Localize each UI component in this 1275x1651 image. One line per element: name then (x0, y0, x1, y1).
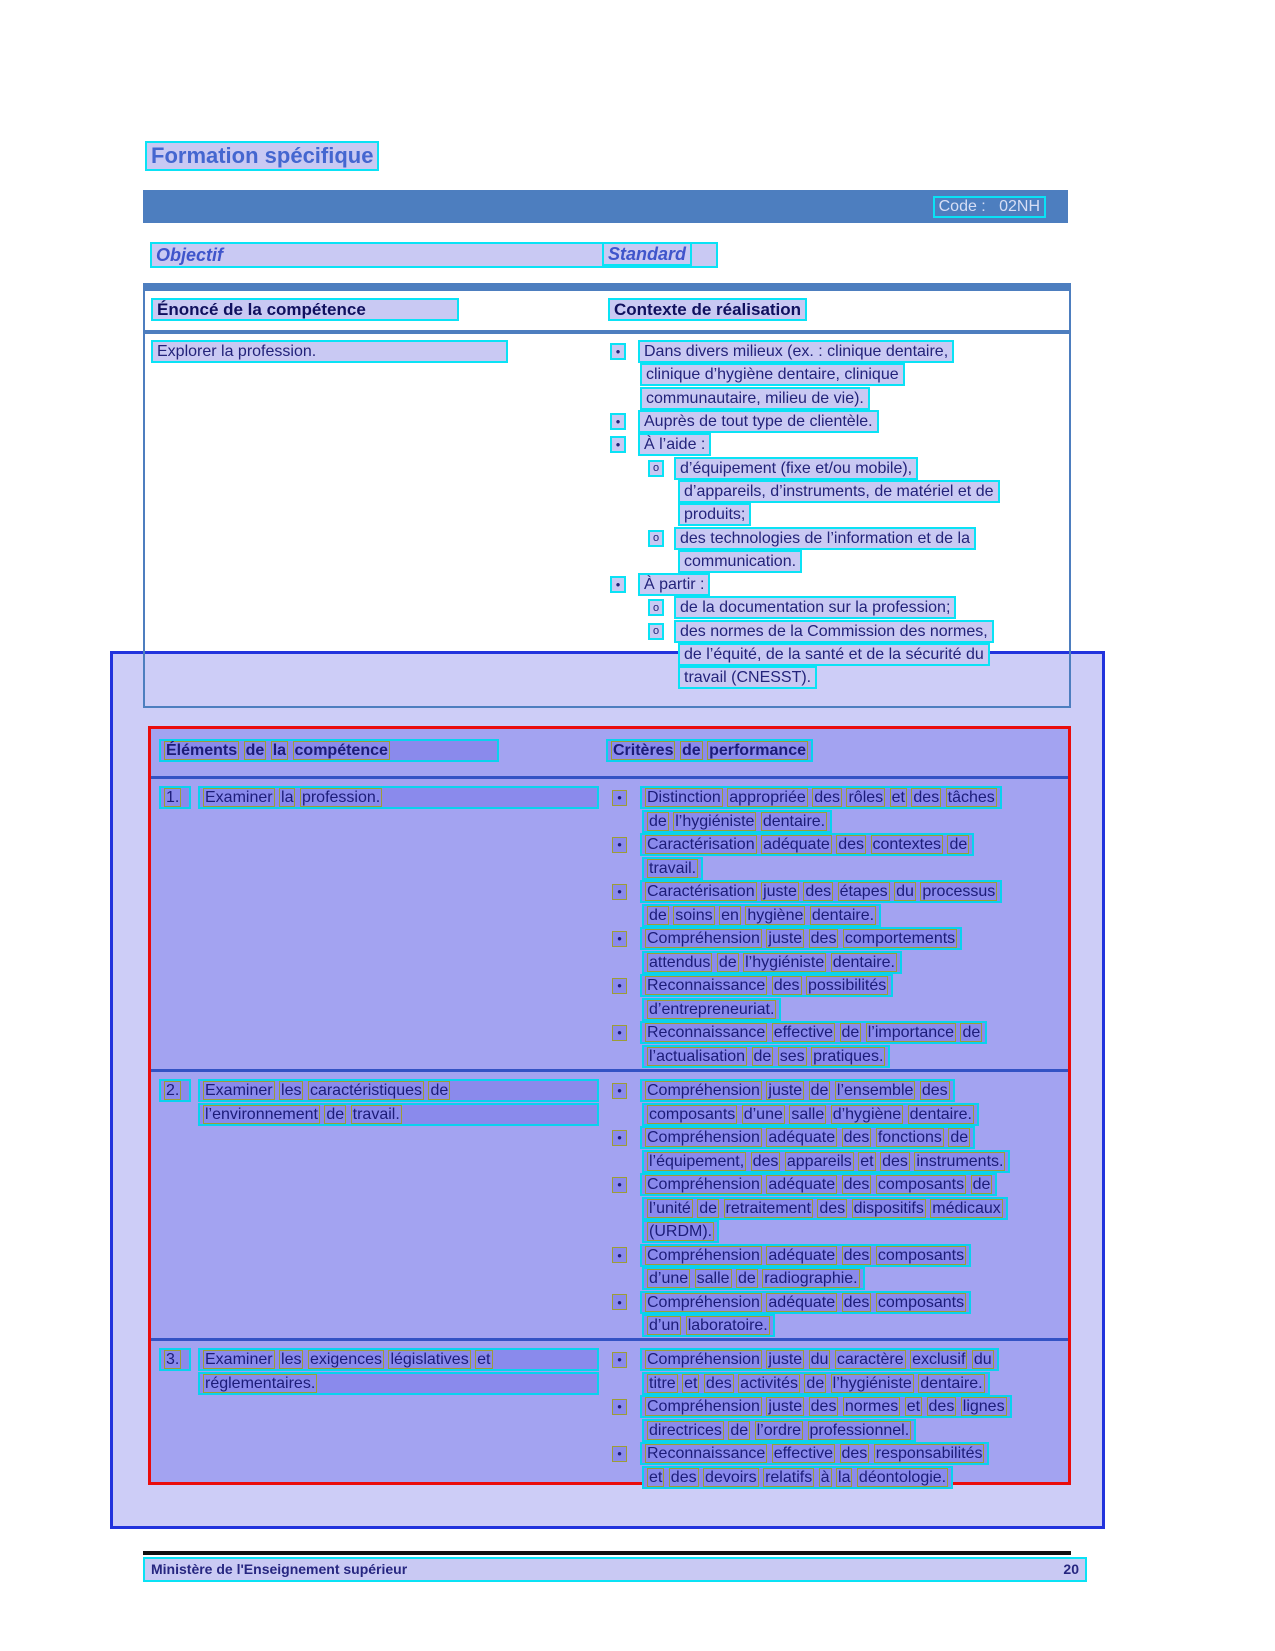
bullet-icon (612, 1247, 627, 1263)
context-line-text: de l’équité, de la santé et de la sécurité du (678, 643, 990, 666)
bullet-icon (612, 884, 627, 900)
footer-ministry: Ministère de l'Enseignement supérieur (151, 1561, 408, 1577)
criteria-line-text: travail. (642, 857, 703, 880)
element-number: 2. (159, 1079, 191, 1102)
bullet-icon (610, 413, 626, 430)
footer-page-number: 20 (1063, 1561, 1079, 1577)
criteria-line (606, 1197, 1060, 1221)
criteria-line (606, 786, 1060, 810)
criteria-line (606, 1419, 1060, 1443)
context-line (608, 573, 1065, 596)
bullet-icon (610, 576, 626, 593)
competency-table-body (145, 334, 1069, 706)
element-text: Examiner la profession. (198, 786, 599, 809)
context-line (608, 596, 1065, 619)
criteria-line-text: attendus de l’hygiéniste dentaire. (642, 951, 902, 974)
criteria-line (606, 1466, 1060, 1490)
criteria-line-text: de l’hygiéniste dentaire. (642, 810, 832, 833)
bullet-icon (612, 1083, 627, 1099)
context-line-text: d’appareils, d’instruments, de matériel et de (678, 480, 1000, 503)
criteria-line (606, 998, 1060, 1022)
elements-criteria-table (148, 726, 1071, 1485)
element-text: l’environnement de travail. (198, 1103, 599, 1126)
criteria-line (606, 974, 1060, 998)
criteria-line-text: Compréhension adéquate des composants (640, 1244, 971, 1267)
context-line (608, 503, 1065, 526)
bullet-icon (648, 623, 664, 640)
element-line (159, 1103, 599, 1127)
elements-table-header-row (151, 729, 1068, 779)
criteria-cell (606, 786, 1060, 1068)
criteria-line-text: Compréhension adéquate des fonctions de (640, 1126, 975, 1149)
criteres-column-header: Critères de performance (606, 739, 813, 762)
criteria-line (606, 1021, 1060, 1045)
context-line-text: Dans divers milieux (ex. : clinique dentaire, (638, 340, 954, 363)
criteria-line (606, 1442, 1060, 1466)
element-number (159, 1381, 191, 1385)
bullet-icon (612, 1025, 627, 1041)
element-number (159, 1112, 191, 1116)
context-line-text: des normes de la Commission des normes, (674, 620, 994, 643)
context-line-text: d’équipement (fixe et/ou mobile), (674, 457, 918, 480)
criteria-line-text: Reconnaissance effective de l’importance de (640, 1021, 987, 1044)
context-line (608, 433, 1065, 456)
criteria-line (606, 1173, 1060, 1197)
page-title: Formation spécifique (145, 141, 379, 171)
context-line (608, 456, 1065, 479)
context-line-text: À partir : (638, 573, 710, 596)
bullet-icon (612, 1399, 627, 1415)
standard-label: Standard (602, 242, 692, 266)
criteria-line (606, 904, 1060, 928)
statement-cell (151, 340, 508, 363)
criteria-line (606, 1267, 1060, 1291)
context-line-text: produits; (678, 503, 751, 526)
context-line-text: de la documentation sur la profession; (674, 596, 956, 619)
contexte-column-header: Contexte de réalisation (608, 298, 807, 321)
competency-statement: Explorer la profession. (151, 340, 508, 363)
criteria-line (606, 810, 1060, 834)
criteria-line (606, 1314, 1060, 1338)
criteria-line (606, 951, 1060, 975)
criteria-line-text: Caractérisation adéquate des contextes de (640, 833, 974, 856)
criteria-line-text: (URDM). (642, 1220, 719, 1243)
bullet-icon (612, 931, 627, 947)
footer-rule (143, 1551, 1071, 1555)
element-number: 1. (159, 786, 191, 809)
criteria-line-text: Reconnaissance effective des responsabilités (640, 1442, 989, 1465)
competency-table-header-row (145, 291, 1069, 334)
criteria-line-text: Reconnaissance des possibilités (640, 974, 893, 997)
criteria-line-text: l’actualisation de ses pratiques. (642, 1045, 890, 1068)
criteria-line-text: l’équipement, des appareils et des instruments. (642, 1150, 1010, 1173)
criteria-line (606, 1103, 1060, 1127)
criteria-line-text: Distinction appropriée des rôles et des tâches (640, 786, 1002, 809)
criteria-line (606, 1244, 1060, 1268)
context-line (608, 363, 1065, 386)
criteria-line (606, 1126, 1060, 1150)
context-line-text: travail (CNESST). (678, 666, 817, 689)
footer-bar (143, 1557, 1087, 1582)
criteria-line (606, 857, 1060, 881)
elements-column-header: Éléments de la compétence (159, 739, 499, 762)
context-line-text: communautaire, milieu de vie). (640, 387, 870, 410)
criteria-line-text: d’entrepreneuriat. (642, 998, 781, 1021)
bullet-icon (612, 1130, 627, 1146)
context-line (608, 526, 1065, 549)
context-line-text: des technologies de l’information et de la (674, 527, 976, 550)
criteria-line-text: l’unité de retraitement des dispositifs médicaux (642, 1197, 1008, 1220)
bullet-icon (610, 343, 626, 360)
criteria-line-text: Compréhension juste des comportements (640, 927, 962, 950)
criteria-line (606, 1079, 1060, 1103)
element-cell (159, 786, 599, 810)
bullet-icon (648, 599, 664, 616)
element-line (159, 1372, 599, 1396)
table-row (151, 1341, 1068, 1485)
context-line-text: communication. (678, 550, 802, 573)
element-cell (159, 1348, 599, 1395)
criteria-line-text: Compréhension adéquate des composants (640, 1291, 971, 1314)
criteria-line-text: Compréhension juste des normes et des lignes (640, 1395, 1012, 1418)
criteria-line-text: d’une salle de radiographie. (642, 1267, 865, 1290)
bullet-icon (612, 837, 627, 853)
context-line (608, 643, 1065, 666)
bullet-icon (648, 530, 664, 547)
criteria-line-text: de soins en hygiène dentaire. (642, 904, 881, 927)
context-line-text: À l’aide : (638, 433, 711, 456)
criteria-line-text: Compréhension juste du caractère exclusif du (640, 1348, 999, 1371)
bullet-icon (612, 978, 627, 994)
element-line (159, 1079, 599, 1103)
element-line (159, 786, 599, 810)
criteria-line-text: titre et des activités de l’hygiéniste dentaire. (642, 1372, 990, 1395)
criteria-line (606, 833, 1060, 857)
context-line (608, 620, 1065, 643)
element-line (159, 1348, 599, 1372)
bullet-icon (610, 436, 626, 453)
bullet-icon (612, 1294, 627, 1310)
element-cell (159, 1079, 599, 1126)
criteria-line (606, 927, 1060, 951)
element-text: Examiner les caractéristiques de (198, 1079, 599, 1102)
criteria-line (606, 1045, 1060, 1069)
context-line (608, 666, 1065, 689)
criteria-line (606, 1150, 1060, 1174)
criteria-line (606, 1348, 1060, 1372)
context-line (608, 480, 1065, 503)
criteria-line-text: Caractérisation juste des étapes du processus (640, 880, 1002, 903)
code-header-bar (143, 190, 1068, 223)
bullet-icon (612, 1446, 627, 1462)
context-line (608, 387, 1065, 410)
criteria-line-text: Compréhension juste de l’ensemble des (640, 1079, 955, 1102)
bullet-icon (612, 1177, 627, 1193)
objectif-label: Objectif (156, 244, 224, 265)
criteria-line-text: directrices de l’ordre professionnel. (642, 1419, 916, 1442)
criteria-line (606, 1291, 1060, 1315)
code-badge: Code : 02NH (933, 196, 1046, 218)
criteria-cell (606, 1079, 1060, 1338)
criteria-line-text: composants d’une salle d’hygiène dentaire. (642, 1103, 979, 1126)
bullet-icon (648, 460, 664, 477)
element-number: 3. (159, 1348, 191, 1371)
context-line (608, 550, 1065, 573)
table-row (151, 1072, 1068, 1341)
criteria-line (606, 1372, 1060, 1396)
criteria-line-text: d’un laboratoire. (642, 1314, 775, 1337)
criteria-line (606, 1220, 1060, 1244)
criteria-line (606, 1395, 1060, 1419)
context-line (608, 340, 1065, 363)
table-row (151, 779, 1068, 1072)
objectif-standard-row (150, 242, 718, 268)
context-list (608, 340, 1065, 689)
competency-statement-table (143, 283, 1071, 708)
criteria-cell (606, 1348, 1060, 1489)
context-line-text: clinique d’hygiène dentaire, clinique (640, 363, 905, 386)
context-line-text: Auprès de tout type de clientèle. (638, 410, 879, 433)
criteria-line (606, 880, 1060, 904)
enonce-column-header: Énoncé de la compétence (151, 298, 459, 321)
bullet-icon (612, 1352, 627, 1368)
context-line (608, 410, 1065, 433)
element-text: réglementaires. (198, 1372, 599, 1395)
bullet-icon (612, 790, 627, 806)
criteria-line-text: et des devoirs relatifs à la déontologie. (642, 1466, 953, 1489)
criteria-line-text: Compréhension adéquate des composants de (640, 1173, 997, 1196)
element-text: Examiner les exigences législatives et (198, 1348, 599, 1371)
